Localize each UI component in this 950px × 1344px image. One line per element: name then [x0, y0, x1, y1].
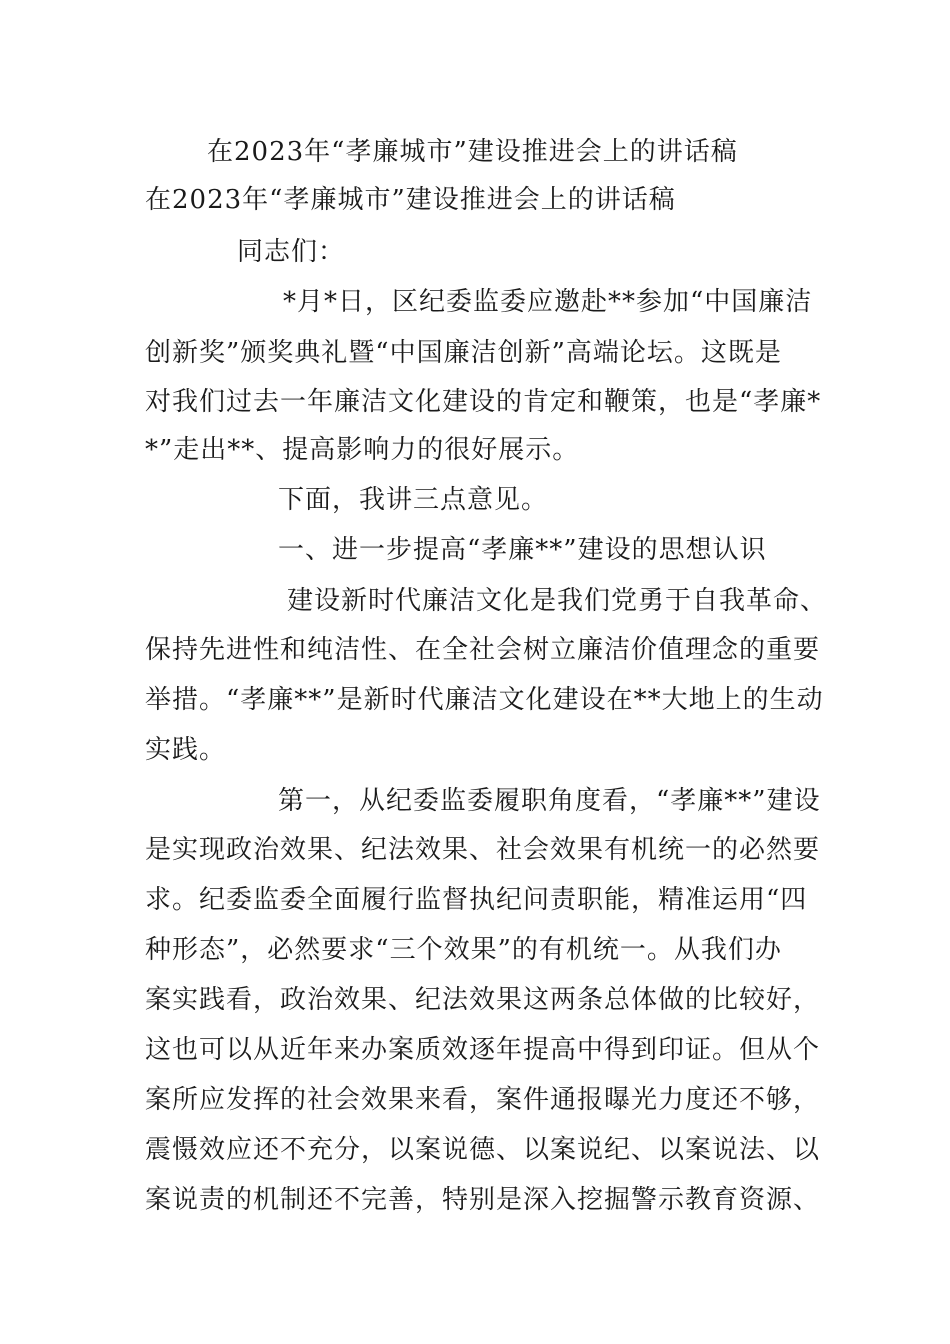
document-title: 在2023年“孝廉城市”建设推进会上的讲话稿: [207, 137, 738, 167]
paragraph-line: 实践。: [145, 735, 227, 765]
paragraph-line: *月*日，区纪委监委应邀赴**参加“中国廉洁: [283, 287, 813, 317]
paragraph-line: 求。纪委监委全面履行监督执纪问责职能，精准运用“四: [145, 885, 808, 915]
salutation: 同志们：: [237, 237, 346, 267]
paragraph-line: 这也可以从近年来办案质效逐年提高中得到印证。但从个: [145, 1035, 821, 1065]
paragraph-line: 案说责的机制还不完善，特别是深入挖掘警示教育资源、: [145, 1185, 821, 1215]
paragraph-line: 举措。“孝廉**”是新时代廉洁文化建设在**大地上的生动: [145, 685, 824, 715]
section-heading-1: 一、进一步提高“孝廉**”建设的思想认识: [278, 535, 767, 565]
paragraph-line: 保持先进性和纯洁性、在全社会树立廉洁价值理念的重要: [145, 635, 821, 665]
paragraph-line: *”走出**、提高影响力的很好展示。: [145, 435, 580, 465]
paragraph-2: 下面，我讲三点意见。: [278, 485, 549, 515]
paragraph-line: 对我们过去一年廉洁文化建设的肯定和鞭策，也是“孝廉*: [145, 387, 822, 417]
paragraph-line: 建设新时代廉洁文化是我们党勇于自我革命、: [287, 586, 828, 616]
paragraph-line: 创新奖”颁奖典礼暨“中国廉洁创新”高端论坛。这既是: [145, 338, 782, 368]
paragraph-line: 第一，从纪委监委履职角度看，“孝廉**”建设: [278, 786, 821, 816]
paragraph-line: 种形态”，必然要求“三个效果”的有机统一。从我们办: [145, 935, 782, 965]
paragraph-line: 案所应发挥的社会效果来看，案件通报曝光力度还不够，: [145, 1085, 821, 1115]
paragraph-line: 震慑效应还不充分，以案说德、以案说纪、以案说法、以: [145, 1135, 821, 1165]
paragraph-line: 案实践看，政治效果、纪法效果这两条总体做的比较好，: [145, 985, 821, 1015]
document-subtitle: 在2023年“孝廉城市”建设推进会上的讲话稿: [145, 185, 676, 215]
paragraph-line: 是实现政治效果、纪法效果、社会效果有机统一的必然要: [145, 835, 821, 865]
